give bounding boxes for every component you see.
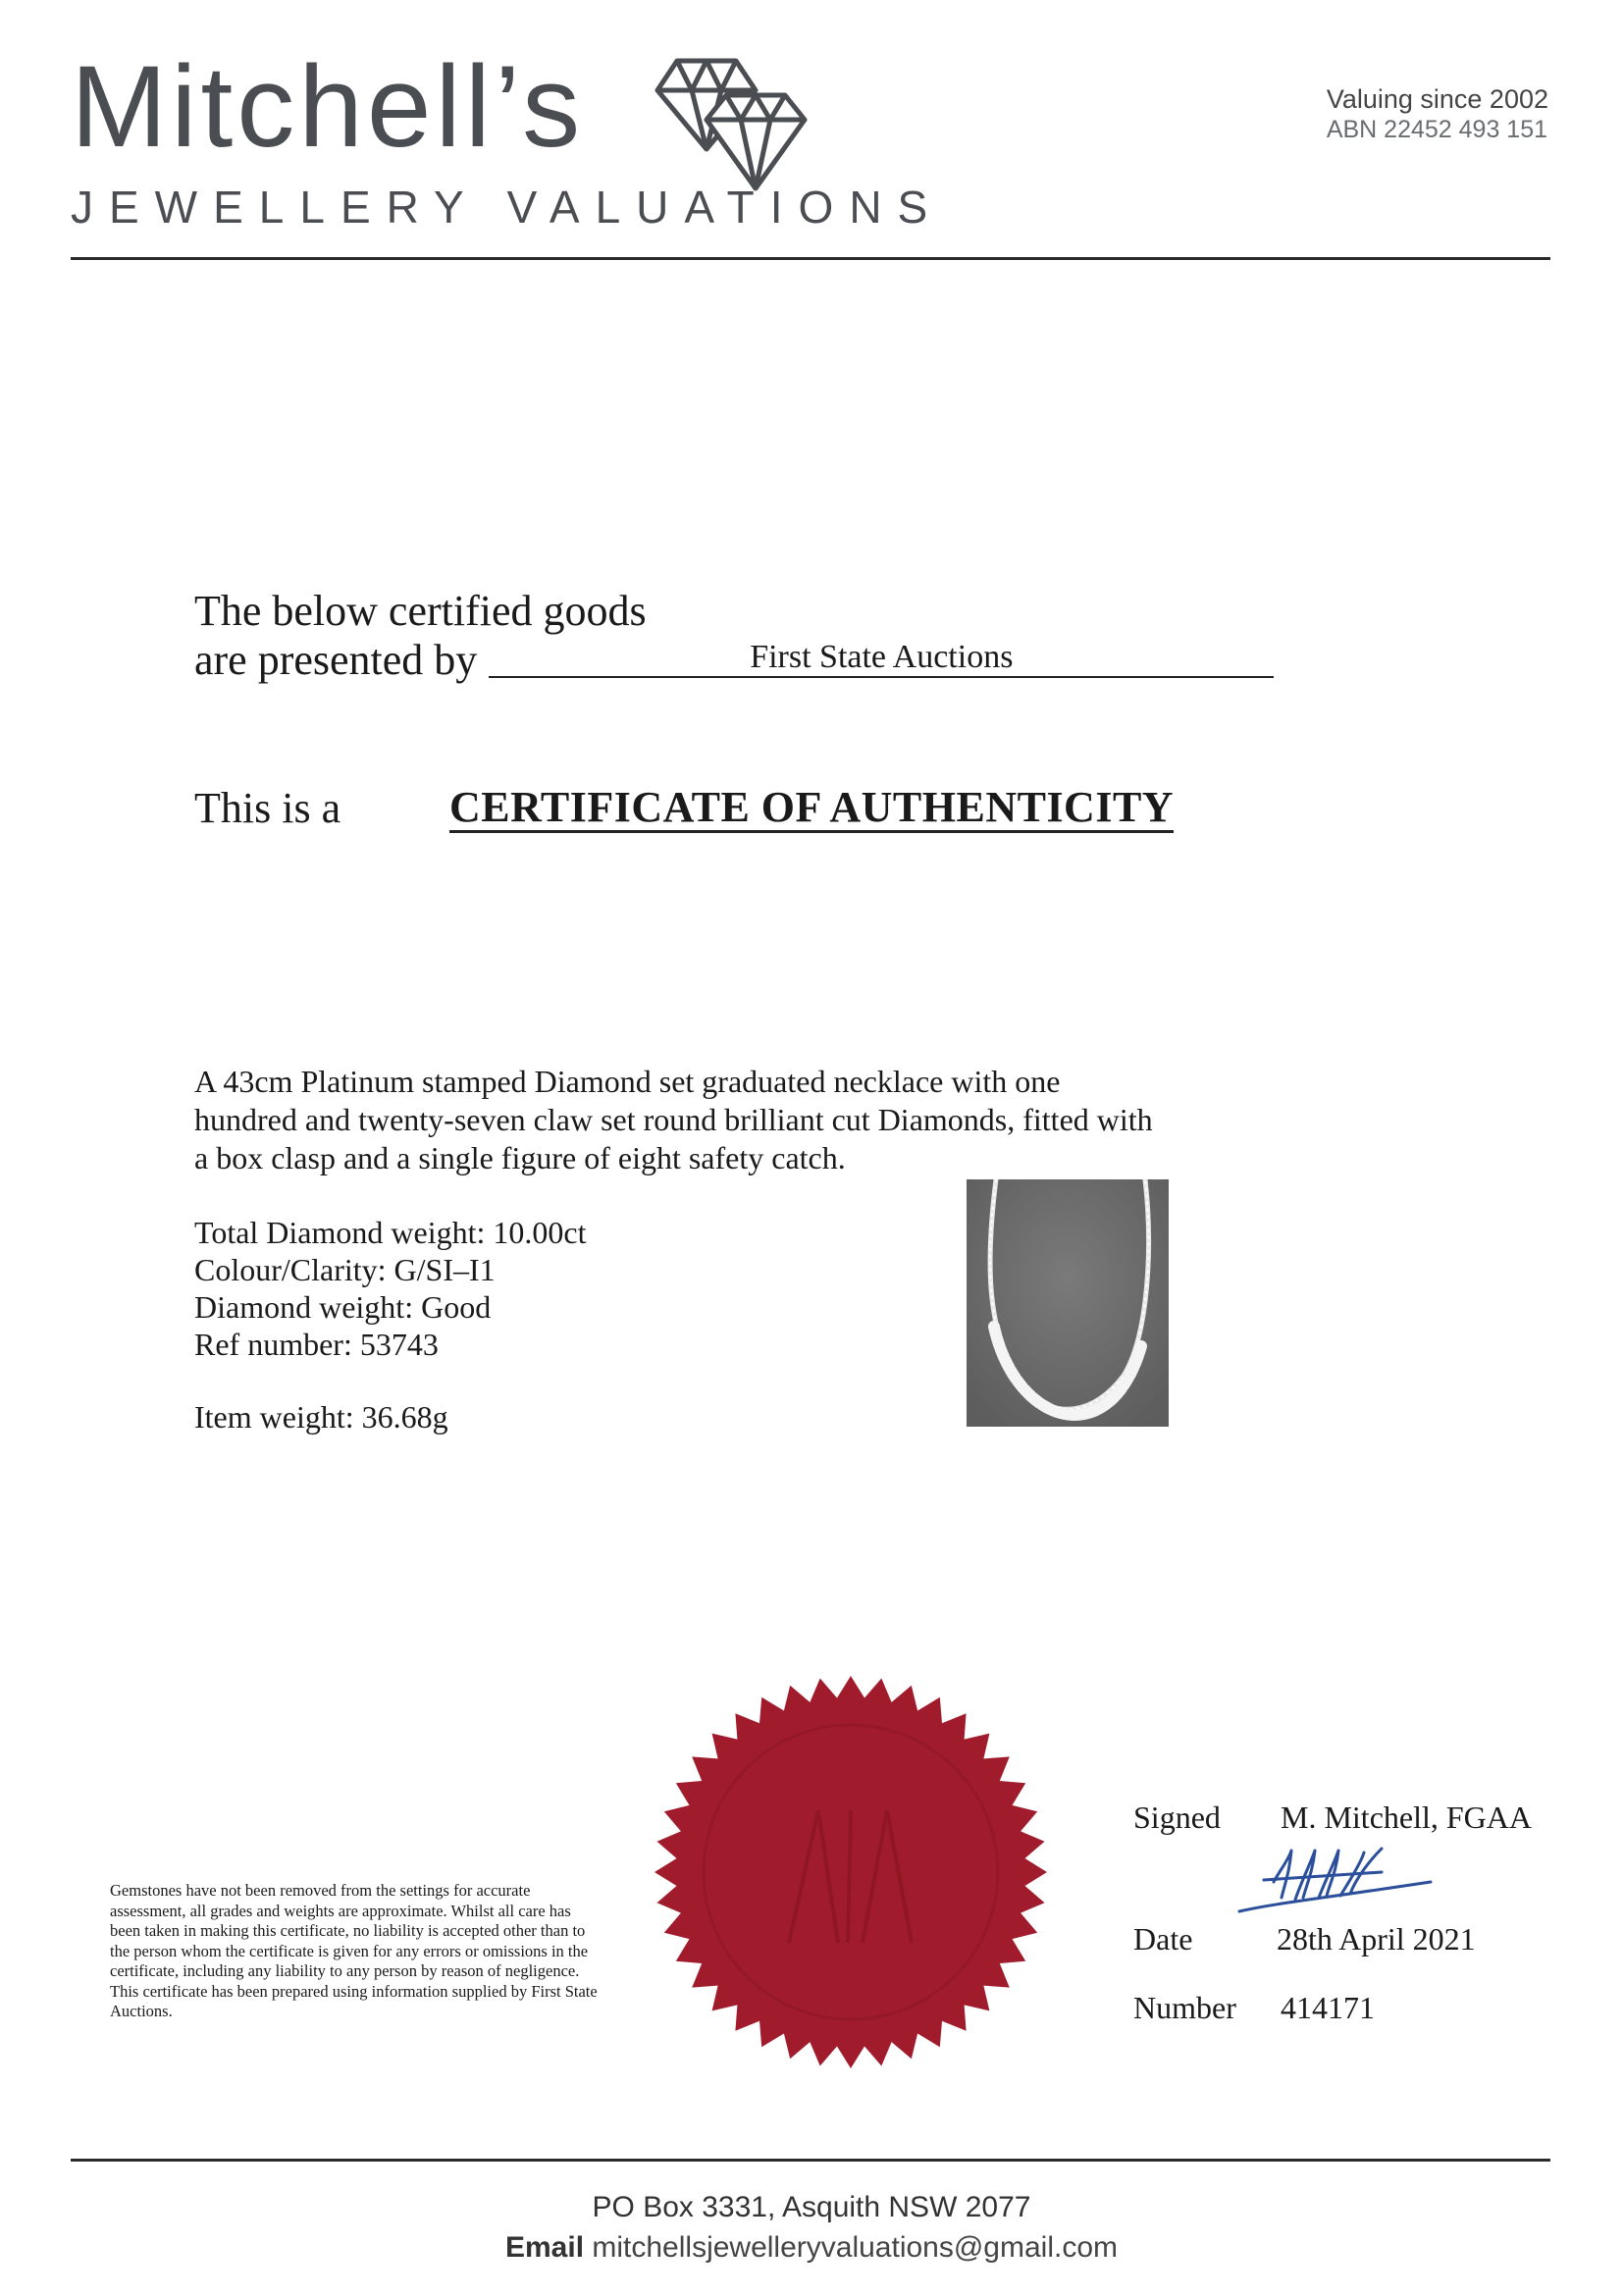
detail-diamond-weight: Diamond weight: Good <box>194 1289 492 1325</box>
presented-line-1: The below certified goods <box>194 587 647 635</box>
detail-colour-clarity: Colour/Clarity: G/SI–I1 <box>194 1252 496 1287</box>
presented-by-label: are presented by <box>194 635 478 684</box>
necklace-photo <box>967 1179 1169 1427</box>
wax-seal-icon <box>652 1673 1050 2071</box>
footer-divider <box>71 2159 1550 2162</box>
abn-number: ABN 22452 493 151 <box>1326 115 1548 143</box>
footer-email <box>0 2231 1623 2265</box>
item-description: A 43cm Platinum stamped Diamond set graduated necklace with one hundred and twenty-seven claw set round brilliant cut Diamonds, fitted with a box clasp and a single figure of eight safety catch. <box>194 1064 1153 1175</box>
email-address[interactable]: mitchellsjewelleryvaluations@gmail.com <box>592 2231 1119 2264</box>
valuing-since: Valuing since 2002 <box>1326 84 1548 114</box>
detail-ref-number: Ref number: 53743 <box>194 1327 439 1362</box>
presented-block <box>194 587 1274 684</box>
date-label: Date <box>1133 1921 1193 1957</box>
number-label: Number <box>1133 1990 1236 2025</box>
header-info <box>1327 84 1548 144</box>
certificate-intro: This is a <box>194 784 341 832</box>
certificate-title: CERTIFICATE OF AUTHENTICITY <box>449 785 1174 833</box>
footer-address: PO Box 3331, Asquith NSW 2077 <box>592 2191 1031 2223</box>
presenter-name: First State Auctions <box>489 641 1274 678</box>
certificate-number: 414171 <box>1281 1990 1375 2025</box>
item-details <box>194 1214 586 1363</box>
brand-name: Mitchell’s <box>71 42 585 172</box>
disclaimer-text: Gemstones have not been removed from the settings for accurate assessment, all grades and weights are approximate. Whilst all care has been taken in making this certificate, no liability is accepted other than to the person whom the certificate is given for any errors or omissions in the certificate, including any liability to any person by reason of negligence. This certificate has been prepared using information supplied by First State Auctions. <box>110 1881 598 2020</box>
sub-brand: JEWELLERY VALUATIONS <box>71 182 944 233</box>
item-weight: Item weight: 36.68g <box>194 1399 448 1435</box>
email-label: Email <box>504 2231 585 2264</box>
handwritten-signature <box>1234 1843 1440 1921</box>
certificate-date: 28th April 2021 <box>1277 1921 1476 1957</box>
header-divider <box>71 257 1550 260</box>
signed-by: M. Mitchell, FGAA <box>1281 1800 1532 1835</box>
detail-total-diamond-weight: Total Diamond weight: 10.00ct <box>194 1215 587 1250</box>
signed-label: Signed <box>1133 1800 1221 1835</box>
